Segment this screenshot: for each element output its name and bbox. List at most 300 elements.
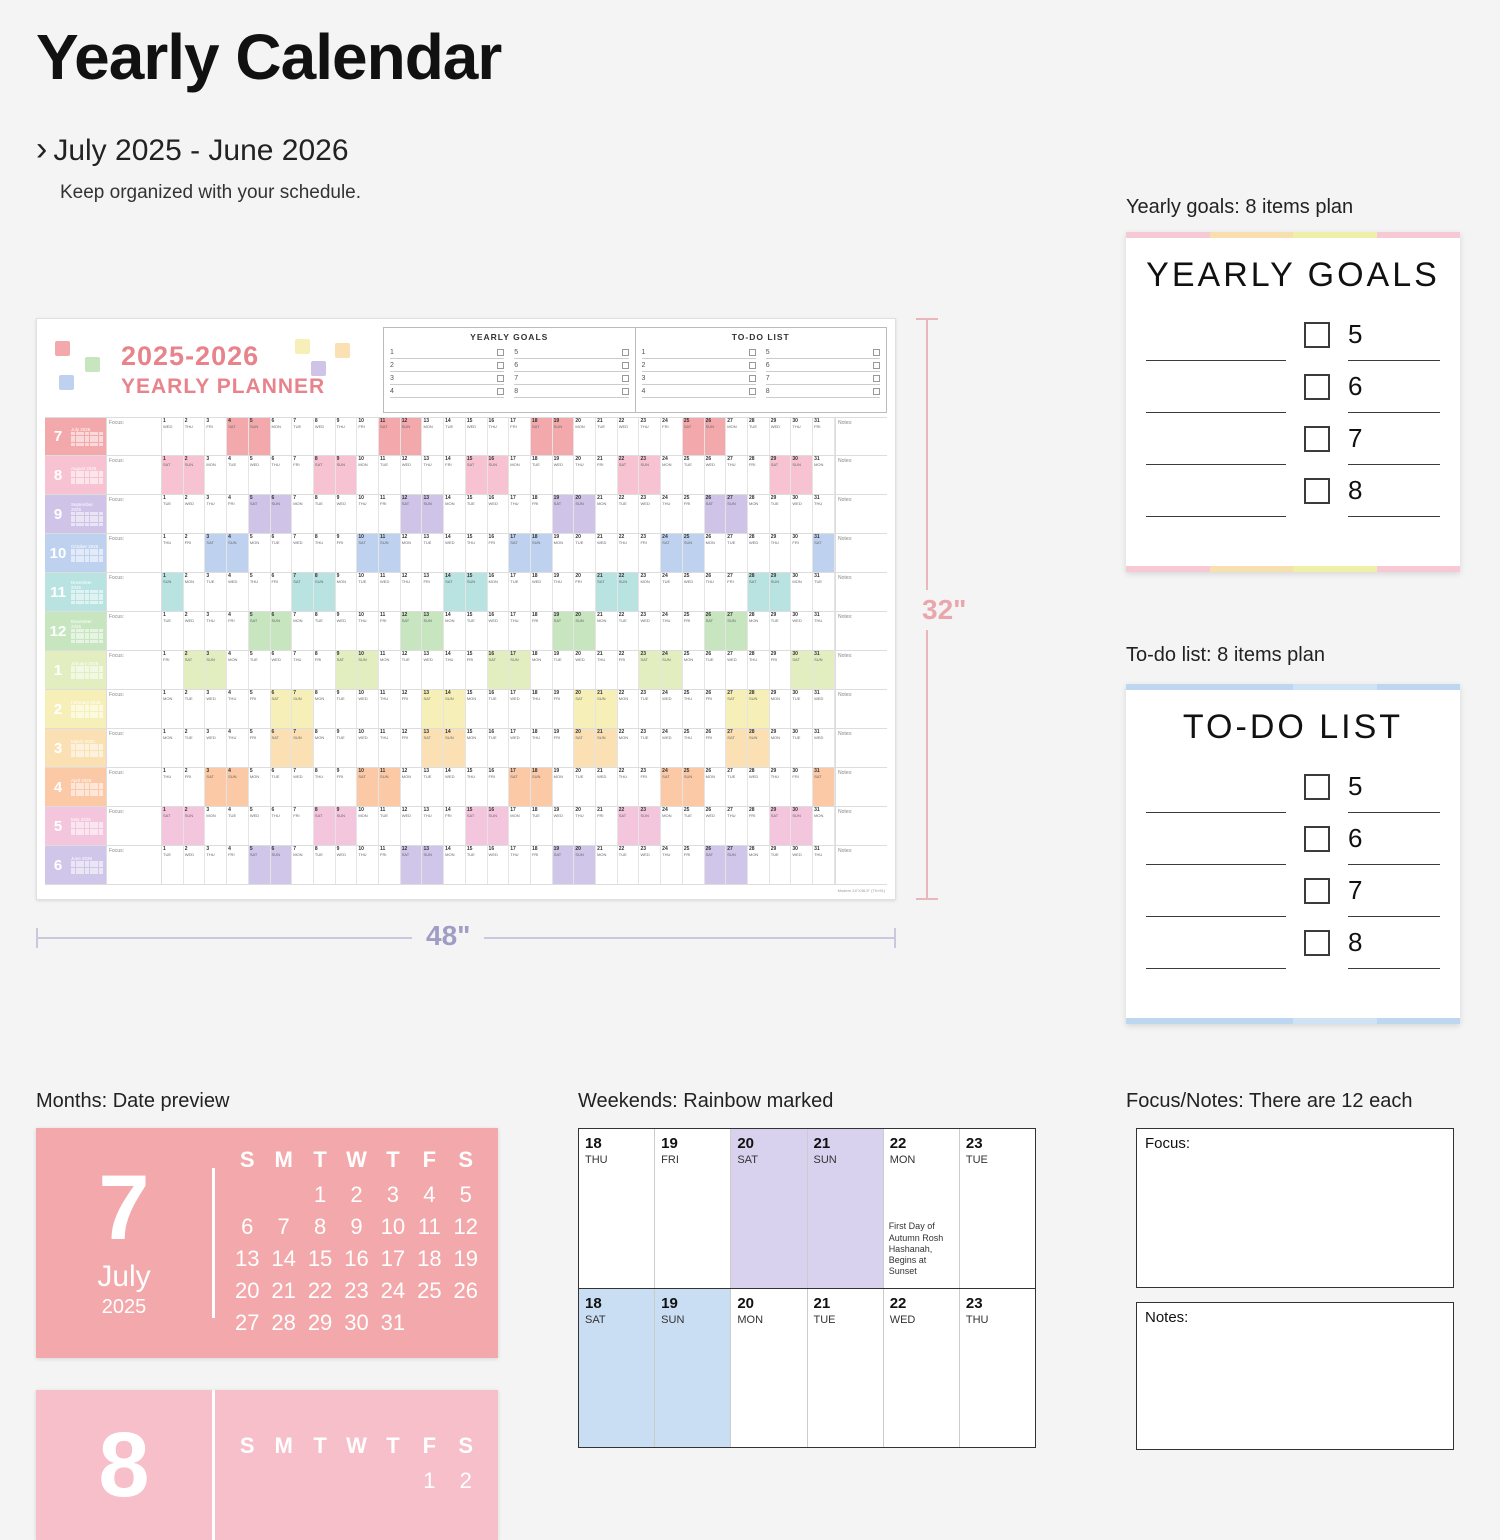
todo-checkbox[interactable]	[1304, 826, 1330, 852]
poster-day-cell[interactable]: 23 TUE	[639, 729, 661, 767]
yearly-goal-row[interactable]	[1126, 413, 1460, 465]
poster-day-cell[interactable]: 20 SUN	[574, 612, 596, 650]
todo-row[interactable]	[1126, 813, 1460, 865]
poster-day-cell[interactable]: 12 MON	[401, 534, 423, 572]
poster-day-cell[interactable]: 27 THU	[726, 456, 748, 494]
poster-day-cell[interactable]: 5 MON	[249, 768, 271, 806]
poster-day-cell[interactable]: 18 MON	[531, 651, 553, 689]
poster-day-cell[interactable]: 23 WED	[639, 612, 661, 650]
weekend-day-cell[interactable]	[655, 1289, 731, 1448]
poster-day-cell[interactable]: 21 FRI	[596, 807, 618, 845]
poster-day-cell[interactable]: 25 FRI	[683, 495, 705, 533]
poster-day-cell[interactable]: 20 THU	[574, 807, 596, 845]
poster-list-checkbox[interactable]	[749, 375, 756, 382]
poster-month-notes[interactable]: Notes:	[835, 651, 887, 689]
poster-day-cell[interactable]: 13 TUE	[422, 534, 444, 572]
poster-day-cell[interactable]: 8 SAT	[314, 456, 336, 494]
todo-checkbox[interactable]	[1304, 930, 1330, 956]
poster-day-cell[interactable]: 6 SUN	[271, 495, 293, 533]
poster-day-cell[interactable]: 5 THU	[249, 573, 271, 611]
poster-day-cell[interactable]: 29 SAT	[770, 456, 792, 494]
poster-day-cell[interactable]: 1 MON	[162, 729, 184, 767]
weekend-day-cell[interactable]	[884, 1129, 960, 1288]
poster-day-cell[interactable]: 21 MON	[596, 612, 618, 650]
poster-list-row[interactable]	[642, 346, 756, 359]
poster-day-cell[interactable]: 7 SUN	[292, 729, 314, 767]
poster-list-row[interactable]	[390, 385, 504, 398]
poster-day-cell[interactable]: 11 FRI	[379, 612, 401, 650]
poster-day-cell[interactable]: 17 SAT	[509, 768, 531, 806]
poster-list-row[interactable]	[642, 359, 756, 372]
poster-day-cell[interactable]: 3 WED	[205, 690, 227, 728]
poster-list-checkbox[interactable]	[873, 375, 880, 382]
poster-list-checkbox[interactable]	[497, 349, 504, 356]
poster-month-row[interactable]	[45, 651, 887, 690]
month-preview-day[interactable]: 12	[453, 1214, 479, 1239]
poster-day-cell[interactable]: 4 SUN	[227, 768, 249, 806]
poster-day-cell[interactable]: 14 WED	[444, 534, 466, 572]
poster-day-cell[interactable]: 10 THU	[357, 846, 379, 884]
poster-day-cell[interactable]: 30 WED	[791, 846, 813, 884]
poster-list-row[interactable]	[514, 372, 628, 385]
poster-day-cell[interactable]: 22 FRI	[618, 651, 640, 689]
poster-day-cell[interactable]: 1 TUE	[162, 495, 184, 533]
poster-day-cell[interactable]: 1 SUN	[162, 573, 184, 611]
poster-month-focus[interactable]: Focus:	[107, 573, 162, 611]
poster-list-checkbox[interactable]	[622, 349, 629, 356]
poster-day-cell[interactable]: 9 WED	[336, 846, 358, 884]
poster-list-checkbox[interactable]	[873, 388, 880, 395]
poster-day-cell[interactable]: 19 FRI	[553, 690, 575, 728]
poster-day-cell[interactable]: 25 WED	[683, 573, 705, 611]
poster-day-cell[interactable]: 23 FRI	[639, 534, 661, 572]
poster-day-cell[interactable]: 30 FRI	[791, 534, 813, 572]
poster-month-focus[interactable]: Focus:	[107, 807, 162, 845]
poster-day-cell[interactable]: 20 FRI	[574, 573, 596, 611]
poster-day-cell[interactable]: 23 WED	[639, 495, 661, 533]
poster-day-cell[interactable]: 6 MON	[271, 418, 293, 455]
poster-day-cell[interactable]: 17 SUN	[509, 651, 531, 689]
poster-day-cell[interactable]: 13 SAT	[422, 690, 444, 728]
poster-day-cell[interactable]: 21 MON	[596, 846, 618, 884]
poster-day-cell[interactable]: 11 FRI	[379, 846, 401, 884]
poster-day-cell[interactable]: 14 WED	[444, 768, 466, 806]
poster-day-cell[interactable]: 5 WED	[249, 807, 271, 845]
poster-day-cell[interactable]: 2 SUN	[184, 807, 206, 845]
poster-day-cell[interactable]: 4 WED	[227, 573, 249, 611]
poster-day-cell[interactable]: 26 FRI	[705, 690, 727, 728]
poster-day-cell[interactable]: 12 MON	[401, 768, 423, 806]
poster-day-cell[interactable]: 6 SAT	[271, 690, 293, 728]
poster-day-cell[interactable]: 12 SUN	[401, 418, 423, 455]
poster-day-cell[interactable]: 31 THU	[813, 495, 835, 533]
poster-day-cell[interactable]: 6 TUE	[271, 768, 293, 806]
poster-day-cell[interactable]: 5 SUN	[249, 418, 271, 455]
weekend-day-cell[interactable]	[655, 1129, 731, 1288]
poster-day-cell[interactable]: 29 TUE	[770, 612, 792, 650]
poster-day-cell[interactable]: 11 THU	[379, 729, 401, 767]
poster-day-cell[interactable]: 25 THU	[683, 729, 705, 767]
poster-month-row[interactable]	[45, 534, 887, 573]
poster-day-cell[interactable]: 26 WED	[705, 456, 727, 494]
month-preview-day[interactable]: 28	[271, 1310, 296, 1335]
poster-day-cell[interactable]: 30 TUE	[791, 690, 813, 728]
poster-day-cell[interactable]: 8 TUE	[314, 495, 336, 533]
poster-day-cell[interactable]: 9 FRI	[336, 768, 358, 806]
poster-day-cell[interactable]: 15 FRI	[466, 651, 488, 689]
poster-list-row[interactable]	[766, 359, 880, 372]
yearly-goal-checkbox[interactable]	[1304, 374, 1330, 400]
poster-day-cell[interactable]: 19 TUE	[553, 651, 575, 689]
poster-day-cell[interactable]: 3 MON	[205, 456, 227, 494]
poster-day-cell[interactable]: 8 THU	[314, 534, 336, 572]
poster-day-cell[interactable]: 3 THU	[205, 495, 227, 533]
poster-day-cell[interactable]: 12 FRI	[401, 690, 423, 728]
poster-day-cell[interactable]: 14 THU	[444, 651, 466, 689]
poster-day-cell[interactable]: 21 TUE	[596, 418, 618, 455]
poster-month-focus[interactable]: Focus:	[107, 418, 162, 455]
poster-day-cell[interactable]: 15 TUE	[466, 846, 488, 884]
month-preview-day[interactable]	[448, 1307, 484, 1339]
poster-day-cell[interactable]: 17 MON	[509, 807, 531, 845]
poster-day-cell[interactable]: 15 WED	[466, 418, 488, 455]
poster-day-cell[interactable]: 6 SUN	[271, 846, 293, 884]
month-preview-day[interactable]: 29	[307, 1310, 333, 1335]
poster-month-focus[interactable]: Focus:	[107, 612, 162, 650]
poster-day-cell[interactable]: 11 SUN	[379, 534, 401, 572]
poster-day-cell[interactable]: 21 SUN	[596, 690, 618, 728]
poster-day-cell[interactable]: 27 SUN	[726, 612, 748, 650]
poster-day-cell[interactable]: 22 MON	[618, 729, 640, 767]
poster-day-cell[interactable]: 7 FRI	[292, 807, 314, 845]
poster-day-cell[interactable]: 29 THU	[770, 534, 792, 572]
poster-day-cell[interactable]: 21 FRI	[596, 456, 618, 494]
poster-month-focus[interactable]: Focus:	[107, 495, 162, 533]
poster-day-cell[interactable]: 27 TUE	[726, 768, 748, 806]
poster-day-cell[interactable]: 29 THU	[770, 768, 792, 806]
poster-day-cell[interactable]: 25 FRI	[683, 846, 705, 884]
poster-day-cell[interactable]: 20 SAT	[574, 690, 596, 728]
poster-day-cell[interactable]: 3 SUN	[205, 651, 227, 689]
poster-day-cell[interactable]: 2 WED	[184, 495, 206, 533]
todo-checkbox[interactable]	[1304, 774, 1330, 800]
poster-day-cell[interactable]: 18 FRI	[531, 495, 553, 533]
poster-day-cell[interactable]: 27 SAT	[726, 690, 748, 728]
month-preview2-day[interactable]	[375, 1465, 411, 1497]
poster-day-cell[interactable]: 1 TUE	[162, 846, 184, 884]
poster-day-cell[interactable]: 6 THU	[271, 456, 293, 494]
poster-day-cell[interactable]: 16 TUE	[488, 729, 510, 767]
poster-day-cell[interactable]: 26 WED	[705, 807, 727, 845]
poster-day-cell[interactable]: 16 SUN	[488, 807, 510, 845]
poster-day-cell[interactable]: 5 FRI	[249, 690, 271, 728]
poster-day-cell[interactable]: 15 MON	[466, 690, 488, 728]
yearly-goal-checkbox[interactable]	[1304, 426, 1330, 452]
month-preview-day[interactable]: 16	[344, 1246, 369, 1271]
poster-day-cell[interactable]: 16 THU	[488, 418, 510, 455]
poster-day-cell[interactable]: 10 MON	[357, 456, 379, 494]
poster-day-cell[interactable]: 11 TUE	[379, 807, 401, 845]
poster-day-cell[interactable]: 16 SUN	[488, 456, 510, 494]
poster-day-cell[interactable]: 28 FRI	[748, 807, 770, 845]
poster-day-cell[interactable]: 14 SUN	[444, 729, 466, 767]
poster-day-cell[interactable]: 9 SAT	[336, 651, 358, 689]
poster-day-cell[interactable]: 22 THU	[618, 768, 640, 806]
poster-day-cell[interactable]: 29 TUE	[770, 495, 792, 533]
poster-day-cell[interactable]: 15 SUN	[466, 573, 488, 611]
poster-day-cell[interactable]: 10 SAT	[357, 768, 379, 806]
poster-day-cell[interactable]: 6 SAT	[271, 729, 293, 767]
poster-month-row[interactable]	[45, 417, 887, 456]
poster-day-cell[interactable]: 15 TUE	[466, 612, 488, 650]
poster-day-cell[interactable]: 27 SUN	[726, 495, 748, 533]
poster-day-cell[interactable]: 17 THU	[509, 846, 531, 884]
poster-day-cell[interactable]: 23 SUN	[639, 456, 661, 494]
poster-day-cell[interactable]: 22 WED	[618, 418, 640, 455]
poster-day-cell[interactable]: 9 WED	[336, 495, 358, 533]
poster-day-cell[interactable]: 21 SUN	[596, 729, 618, 767]
poster-day-cell[interactable]: 7 MON	[292, 612, 314, 650]
poster-day-cell[interactable]: 5 MON	[249, 534, 271, 572]
poster-month-row[interactable]	[45, 768, 887, 807]
poster-day-cell[interactable]: 29 TUE	[770, 846, 792, 884]
poster-list-checkbox[interactable]	[497, 375, 504, 382]
poster-day-cell[interactable]: 10 WED	[357, 690, 379, 728]
poster-day-cell[interactable]: 27 FRI	[726, 573, 748, 611]
poster-day-cell[interactable]: 31 WED	[813, 690, 835, 728]
month-preview-day[interactable]: 31	[380, 1310, 406, 1335]
poster-day-cell[interactable]: 17 THU	[509, 495, 531, 533]
poster-day-cell[interactable]: 26 SAT	[705, 495, 727, 533]
poster-day-cell[interactable]: 8 THU	[314, 768, 336, 806]
month-preview-day[interactable]: 5	[459, 1182, 472, 1207]
yearly-goal-row[interactable]	[1126, 361, 1460, 413]
poster-day-cell[interactable]: 24 MON	[661, 807, 683, 845]
poster-day-cell[interactable]: 18 FRI	[531, 612, 553, 650]
poster-day-cell[interactable]: 25 TUE	[683, 456, 705, 494]
poster-day-cell[interactable]: 28 MON	[748, 495, 770, 533]
poster-day-cell[interactable]: 20 TUE	[574, 534, 596, 572]
poster-list-checkbox[interactable]	[622, 388, 629, 395]
month-preview-day[interactable]: 23	[344, 1278, 369, 1303]
poster-day-cell[interactable]: 24 THU	[661, 495, 683, 533]
poster-day-cell[interactable]: 3 MON	[205, 807, 227, 845]
poster-day-cell[interactable]: 31 SUN	[813, 651, 835, 689]
poster-day-cell[interactable]: 17 WED	[509, 690, 531, 728]
poster-day-cell[interactable]: 6 THU	[271, 807, 293, 845]
poster-day-cell[interactable]: 1 TUE	[162, 612, 184, 650]
poster-day-cell[interactable]: 6 WED	[271, 651, 293, 689]
poster-day-cell[interactable]: 20 SUN	[574, 846, 596, 884]
poster-day-cell[interactable]: 20 THU	[574, 456, 596, 494]
poster-day-cell[interactable]: 9 FRI	[336, 534, 358, 572]
poster-day-cell[interactable]: 24 WED	[661, 729, 683, 767]
poster-day-cell[interactable]: 19 FRI	[553, 729, 575, 767]
poster-list-row[interactable]	[766, 346, 880, 359]
poster-list-checkbox[interactable]	[873, 362, 880, 369]
poster-day-cell[interactable]: 27 WED	[726, 651, 748, 689]
poster-day-cell[interactable]: 30 WED	[791, 495, 813, 533]
poster-day-cell[interactable]: 14 SAT	[444, 573, 466, 611]
poster-day-cell[interactable]: 13 SAT	[422, 729, 444, 767]
poster-day-cell[interactable]: 23 THU	[639, 418, 661, 455]
poster-day-cell[interactable]: 13 THU	[422, 807, 444, 845]
poster-day-cell[interactable]: 18 WED	[531, 573, 553, 611]
poster-list-checkbox[interactable]	[497, 362, 504, 369]
poster-day-cell[interactable]: 14 SUN	[444, 690, 466, 728]
poster-day-cell[interactable]: 4 MON	[227, 651, 249, 689]
month-preview2-day[interactable]	[338, 1465, 374, 1497]
poster-day-cell[interactable]: 11 THU	[379, 690, 401, 728]
poster-day-cell[interactable]: 23 TUE	[639, 690, 661, 728]
poster-day-cell[interactable]: 27 TUE	[726, 534, 748, 572]
poster-month-row[interactable]	[45, 456, 887, 495]
poster-day-cell[interactable]: 28 MON	[748, 612, 770, 650]
month-preview-day[interactable]: 17	[380, 1246, 406, 1271]
poster-day-cell[interactable]: 30 SUN	[791, 807, 813, 845]
poster-day-cell[interactable]: 31 SAT	[813, 768, 835, 806]
poster-day-cell[interactable]: 10 FRI	[357, 418, 379, 455]
month-preview-day[interactable]: 18	[417, 1246, 442, 1271]
poster-day-cell[interactable]: 2 TUE	[184, 729, 206, 767]
poster-day-cell[interactable]: 19 MON	[553, 534, 575, 572]
poster-day-cell[interactable]: 28 SUN	[748, 690, 770, 728]
poster-day-cell[interactable]: 13 WED	[422, 651, 444, 689]
poster-day-cell[interactable]: 21 MON	[596, 495, 618, 533]
month-preview-day[interactable]: 9	[350, 1214, 363, 1239]
poster-day-cell[interactable]: 16 TUE	[488, 690, 510, 728]
notes-box[interactable]	[1136, 1302, 1454, 1450]
poster-day-cell[interactable]: 1 THU	[162, 768, 184, 806]
poster-day-cell[interactable]: 7 WED	[292, 768, 314, 806]
poster-day-cell[interactable]: 29 SAT	[770, 807, 792, 845]
poster-day-cell[interactable]: 28 FRI	[748, 456, 770, 494]
poster-day-cell[interactable]: 30 TUE	[791, 729, 813, 767]
poster-day-cell[interactable]: 21 THU	[596, 651, 618, 689]
poster-day-cell[interactable]: 23 SUN	[639, 807, 661, 845]
poster-day-cell[interactable]: 18 THU	[531, 690, 553, 728]
poster-day-cell[interactable]: 2 MON	[184, 573, 206, 611]
poster-list-checkbox[interactable]	[622, 362, 629, 369]
poster-day-cell[interactable]: 27 MON	[726, 418, 748, 455]
poster-day-cell[interactable]: 24 SAT	[661, 534, 683, 572]
poster-day-cell[interactable]: 12 WED	[401, 456, 423, 494]
poster-day-cell[interactable]: 19 WED	[553, 807, 575, 845]
poster-day-cell[interactable]: 26 FRI	[705, 729, 727, 767]
poster-day-cell[interactable]: 24 SAT	[661, 768, 683, 806]
month-preview-day[interactable]: 27	[234, 1310, 260, 1335]
poster-month-notes[interactable]: Notes:	[835, 418, 887, 455]
poster-day-cell[interactable]: 22 TUE	[618, 495, 640, 533]
poster-day-cell[interactable]: 3 THU	[205, 846, 227, 884]
poster-day-cell[interactable]: 3 WED	[205, 729, 227, 767]
poster-day-cell[interactable]: 6 TUE	[271, 534, 293, 572]
poster-month-focus[interactable]: Focus:	[107, 456, 162, 494]
poster-day-cell[interactable]: 13 MON	[422, 418, 444, 455]
poster-day-cell[interactable]: 20 SUN	[574, 495, 596, 533]
poster-day-cell[interactable]: 8 MON	[314, 729, 336, 767]
poster-day-cell[interactable]: 2 THU	[184, 418, 206, 455]
poster-day-cell[interactable]: 27 SUN	[726, 846, 748, 884]
month-preview-day[interactable]: 3	[386, 1182, 400, 1207]
poster-month-notes[interactable]: Notes:	[835, 456, 887, 494]
poster-day-cell[interactable]: 31 FRI	[813, 418, 835, 455]
month-preview-day[interactable]: 2	[350, 1182, 363, 1207]
poster-day-cell[interactable]: 4 FRI	[227, 495, 249, 533]
poster-day-cell[interactable]: 15 TUE	[466, 495, 488, 533]
poster-day-cell[interactable]: 2 FRI	[184, 534, 206, 572]
poster-day-cell[interactable]: 18 TUE	[531, 456, 553, 494]
poster-list-checkbox[interactable]	[749, 388, 756, 395]
poster-day-cell[interactable]: 28 TUE	[748, 418, 770, 455]
poster-day-cell[interactable]: 12 SAT	[401, 612, 423, 650]
poster-day-cell[interactable]: 4 THU	[227, 729, 249, 767]
poster-month-focus[interactable]: Focus:	[107, 651, 162, 689]
poster-day-cell[interactable]: 3 FRI	[205, 418, 227, 455]
poster-day-cell[interactable]: 15 MON	[466, 729, 488, 767]
poster-day-cell[interactable]: 4 FRI	[227, 612, 249, 650]
poster-day-cell[interactable]: 7 SUN	[292, 690, 314, 728]
month-preview-day[interactable]: 22	[307, 1278, 333, 1303]
poster-day-cell[interactable]: 26 SAT	[705, 846, 727, 884]
poster-day-cell[interactable]: 2 WED	[184, 612, 206, 650]
month-preview-day[interactable]: 24	[380, 1278, 406, 1303]
poster-day-cell[interactable]: 19 THU	[553, 573, 575, 611]
poster-day-cell[interactable]: 2 FRI	[184, 768, 206, 806]
poster-day-cell[interactable]: 29 FRI	[770, 651, 792, 689]
poster-day-cell[interactable]: 5 FRI	[249, 729, 271, 767]
poster-day-cell[interactable]: 4 TUE	[227, 456, 249, 494]
poster-day-cell[interactable]: 19 SAT	[553, 846, 575, 884]
poster-day-cell[interactable]: 14 FRI	[444, 807, 466, 845]
poster-day-cell[interactable]: 13 FRI	[422, 573, 444, 611]
poster-day-cell[interactable]: 5 SAT	[249, 846, 271, 884]
poster-day-cell[interactable]: 20 SAT	[574, 729, 596, 767]
poster-day-cell[interactable]: 17 MON	[509, 456, 531, 494]
poster-day-cell[interactable]: 8 TUE	[314, 846, 336, 884]
yearly-goal-checkbox[interactable]	[1304, 322, 1330, 348]
poster-day-cell[interactable]: 22 SAT	[618, 456, 640, 494]
poster-day-cell[interactable]: 15 SAT	[466, 807, 488, 845]
yearly-goal-row[interactable]	[1126, 465, 1460, 517]
poster-day-cell[interactable]: 23 WED	[639, 846, 661, 884]
month-preview-day[interactable]: 19	[453, 1246, 479, 1271]
poster-day-cell[interactable]: 22 SAT	[618, 807, 640, 845]
poster-day-cell[interactable]: 24 THU	[661, 612, 683, 650]
poster-day-cell[interactable]: 2 TUE	[184, 690, 206, 728]
poster-day-cell[interactable]: 2 SUN	[184, 456, 206, 494]
poster-month-focus[interactable]: Focus:	[107, 690, 162, 728]
weekend-day-cell[interactable]	[579, 1289, 655, 1448]
poster-day-cell[interactable]: 25 THU	[683, 690, 705, 728]
poster-month-focus[interactable]: Focus:	[107, 534, 162, 572]
poster-day-cell[interactable]: 10 SAT	[357, 534, 379, 572]
month-preview2-day[interactable]: 2	[459, 1468, 472, 1493]
poster-day-cell[interactable]: 31 MON	[813, 807, 835, 845]
poster-month-row[interactable]	[45, 690, 887, 729]
poster-day-cell[interactable]: 21 SAT	[596, 573, 618, 611]
todo-checkbox[interactable]	[1304, 878, 1330, 904]
poster-day-cell[interactable]: 18 FRI	[531, 846, 553, 884]
poster-month-row[interactable]	[45, 573, 887, 612]
poster-day-cell[interactable]: 7 THU	[292, 651, 314, 689]
poster-day-cell[interactable]: 13 THU	[422, 456, 444, 494]
poster-day-cell[interactable]: 19 SAT	[553, 612, 575, 650]
poster-day-cell[interactable]: 19 MON	[553, 768, 575, 806]
poster-day-cell[interactable]: 7 MON	[292, 846, 314, 884]
poster-day-cell[interactable]: 31 THU	[813, 612, 835, 650]
month-preview-day[interactable]: 30	[344, 1310, 369, 1335]
